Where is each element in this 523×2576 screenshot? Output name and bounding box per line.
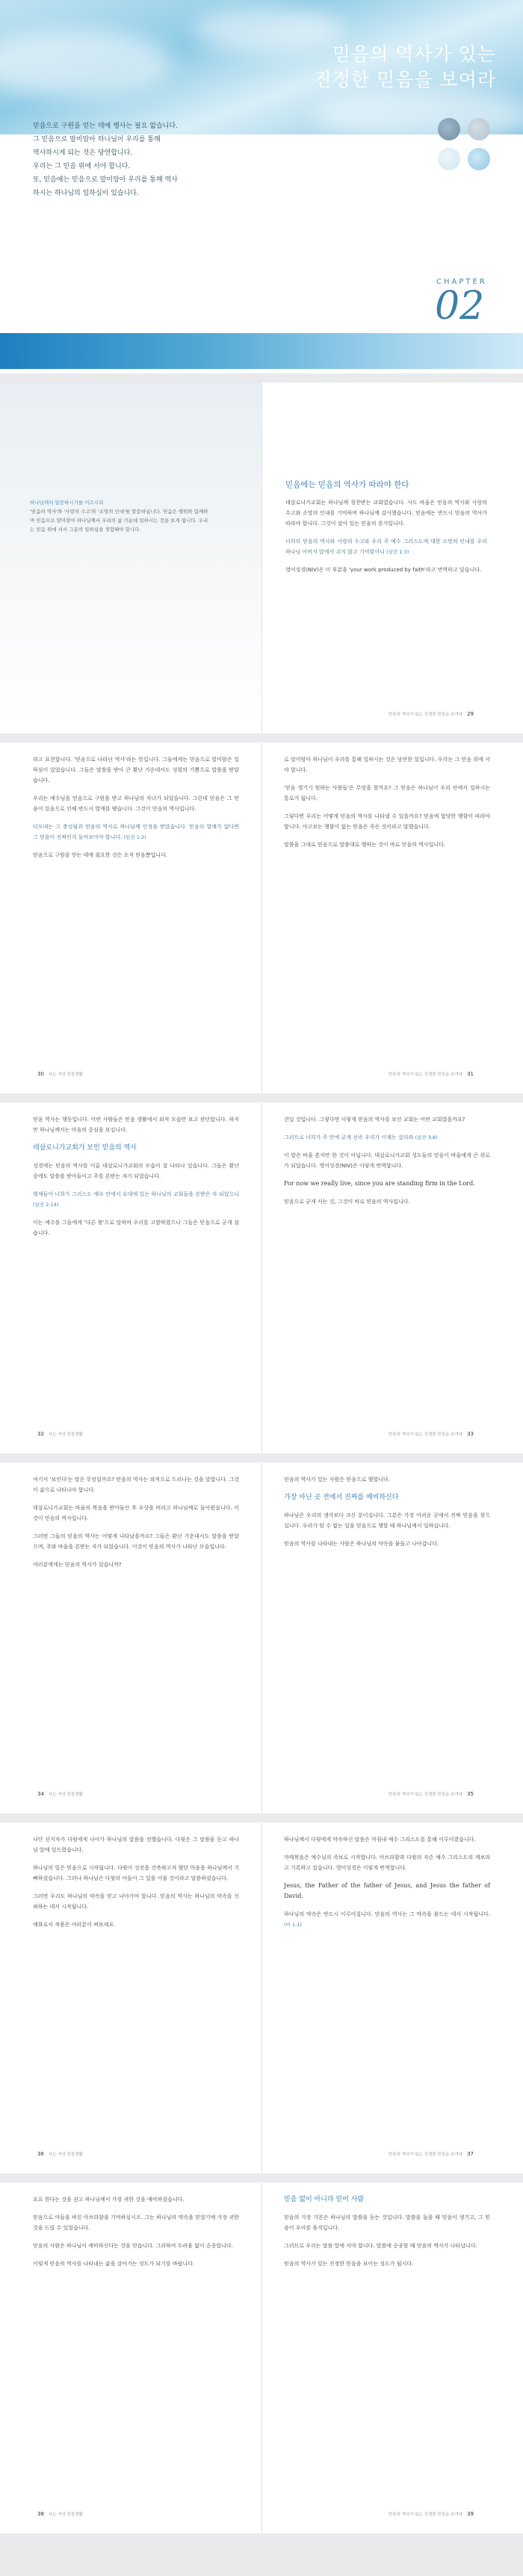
paragraph: 그러면 그들의 믿음의 역사는 어떻게 나타났을까요? 그들은 환난 가운데서도 말씀을 받았으며, 주와 바울을 본받는 자가 되었습니다. 이것이 믿음의 역사가 나타난 모습입니다. [33,1533,239,1550]
spread-pages-32-33 [0,1102,523,1453]
page-number: 30 [37,1071,44,1077]
page-31-body [284,754,490,857]
page-39-body [284,2194,490,2276]
paragraph: 믿음으로 구원을 얻는 데에 필요한 것은 오직 믿음뿐입니다. [33,852,168,858]
paragraph: 그러면 우리도 하나님의 약속을 믿고 나아가야 합니다. 믿음의 역사는 하나님의 약속을 신뢰하는 데서 시작됩니다. [33,1893,239,1910]
opening-quote [30,498,209,534]
paragraph: 데살로니가교회는 하나님께 칭찬받는 교회였습니다. 사도 바울은 믿음의 역사와 사랑의 수고와 소망의 인내를 기억하며 하나님께 감사했습니다. 믿음에는 반드시 믿음의 역사가 따라야 합니다. 그것이 살아 있는 믿음의 증거입니다. [285,500,487,527]
section-heading: 데살로니가교회가 보인 믿음의 역사 [33,1144,137,1152]
page-38-body [33,2194,239,2276]
scripture-quote: 형제들아 너희가 그리스도 예수 안에서 유대에 있는 하나님의 교회들을 본받은 자 되었으니 (살전 2:14) [33,1191,239,1208]
paragraph: 이는 예수를 그들에게 '다른 왕'으로 말하며 우리를 고발하였으나 그들은 믿음으로 굳게 섰습니다. [33,1220,239,1236]
paragraph: 예화로서 적용은 여러분이 써보세요. [33,1922,116,1928]
section-heading: 믿음에는 믿음의 역사가 따라야 한다 [285,480,409,489]
running-title: 사는 자의 믿음생활 [48,1433,83,1437]
running-title: 믿음의 역사가 있는 진정한 믿음을 보여라 [389,2153,463,2157]
paragraph: 여러분에게는 믿음의 역사가 있습니까? [33,1562,122,1568]
page-number: 34 [37,1791,44,1797]
page-number: 38 [37,2511,44,2517]
scripture-citation: (마 1:1) [284,1922,302,1928]
chapter-intro [33,120,217,200]
english-verse: Jesus, the Father of the father of Jesus, and Jesus the father of David. [284,1882,490,1899]
scripture-quote: 그러므로 너희가 주 안에 굳게 선즉 우리가 이제는 살리라 (살전 3:8) [284,1135,438,1140]
paragraph: 믿음의 역사가 있는 진정한 믿음을 보이는 성도가 됩시다. [284,2261,414,2267]
page-33-body [284,1114,490,1214]
paragraph: 믿음으로 아들을 바친 아브라함을 기억하십시오. 그는 하나님의 약속을 믿었기에 가장 귀한 것을 드릴 수 있었습니다. [33,2215,239,2231]
page-footer [33,1791,83,1797]
scripture-quote: 너희의 믿음의 역사와 사랑의 수고와 우리 주 예수 그리스도에 대한 소망의 인내를 우리 하나님 아버지 앞에서 쉬지 않고 기억함이니 (살전 1:3) [285,539,487,555]
quote-text: '믿음의 역사'와 '사랑의 수고'와 '소망의 인내'를 말씀하십니다. 믿음은 행위와 함께하며 믿음으로 말미암아 하나님께서 우리의 삶 가운데 일하시는 것을 보게 됩니다. 우리는 믿음 위에 서서 그분의 일하심을 경험해야 합니다. [30,509,208,533]
spread-pages-34-35 [0,1462,523,1813]
chapter-title-line-1: 믿음의 역사가 있는 [332,43,496,65]
paragraph: 견딜 것입니다. 그렇다면 이렇게 믿음의 역사를 보인 교회는 어떤 교회였을까요? [284,1117,465,1123]
page-footer [33,1071,83,1077]
intro-line: 믿음으로 구원을 얻는 데에 행사는 필요 없습니다. [33,122,178,130]
running-title: 사는 자의 믿음생활 [48,2153,83,2157]
page-29-body [285,479,487,583]
intro-line: 역사하시게 되는 것은 당연합니다. [33,149,133,157]
paragraph: 이 말은 바울 혼자만 한 것이 아닙니다. 데살로니가교회 성도들의 믿음이 바울에게 큰 위로가 되었습니다. 영어성경(NIV)은 이렇게 번역합니다. [284,1152,490,1169]
scripture-citation: (살전 1:3) [386,549,409,555]
page-number: 33 [467,1431,474,1437]
page-footer [389,2151,478,2157]
page-footer [33,2511,83,2517]
page-footer [389,1431,478,1437]
spread-pages-38-39 [0,2182,523,2533]
page-number: 31 [467,1071,474,1077]
paragraph: 하나님은 우리의 생각보다 크신 분이십니다. 그분은 가장 어려운 곳에서 진짜 믿음을 찾으십니다. 우리가 할 수 없는 일을 믿음으로 행할 때 하나님께서 일하십니다. [284,1512,490,1529]
chapter-color-band [0,333,523,369]
chapter-title [294,42,496,93]
intro-line: 또, 믿음에는 믿음으로 말미암아 우리를 통해 역사 [33,176,178,184]
page-number: 29 [467,711,474,717]
scripture-citation: (살전 2:14) [33,1202,59,1208]
paragraph: 그러므로 우리는 말씀 앞에 서야 합니다. 말씀에 순종할 때 믿음의 역사가 나타납니다. [284,2243,477,2249]
running-title: 믿음의 역사가 있는 진정한 믿음을 보여라 [389,713,463,717]
paragraph: 이렇게 믿음의 역사를 나타내는 삶을 살아가는 성도가 되기를 바랍니다. [33,2261,195,2267]
paragraph: 영어성경(NIV)은 이 부분을 'your work produced by faith'라고 번역하고 있습니다. [285,567,482,573]
paragraph: 믿음의 사람은 하나님이 예비하신다는 것을 믿습니다. 그리하여 두려움 없이 순종합니다. [33,2243,233,2249]
page-number: 35 [467,1791,474,1797]
paragraph: 하나님의 약속은 반드시 이루어집니다. 믿음의 역사는 그 약속을 붙드는 데서 시작됩니다. (마 1:1) [284,1911,490,1928]
running-title: 사는 자의 믿음생활 [48,2513,83,2517]
quote-heading: 하나님께서 말씀하시기를 이르시되 [30,500,104,506]
scripture-citation: (살전 3:8) [415,1135,438,1140]
chapter-title-line-2: 진정한 믿음을 보여라 [313,69,496,90]
scripture-quote: 디모데는 그 충성됨과 믿음의 역사로 하나님께 인정을 받았습니다. 믿음의 열매가 없다면 그 믿음이 진짜인지 돌아보아야 합니다. (딤전 1:2) [33,824,239,840]
paragraph: 하나님의 일은 믿음으로 시작됩니다. 다윗이 성전을 건축하고자 했던 마음을 하나님께서 기뻐하셨습니다. 그러나 하나님은 다윗의 아들이 그 일을 이룰 것이라고 말씀하셨습니다. [33,1865,239,1881]
page-number: 36 [37,2151,44,2157]
page-35-body [284,1474,490,1557]
page-footer [389,2511,478,2517]
scripture-citation: (딤전 1:2) [123,834,146,840]
paragraph: 성경에는 믿음의 역사를 이룬 데살로니가교회의 모습이 잘 나타나 있습니다. 그들은 환난 중에도 말씀을 받아들이고 주를 본받는 자가 되었습니다. [33,1163,239,1179]
running-title: 사는 자의 믿음생활 [48,1793,83,1797]
page-footer [389,1071,478,1077]
spread-pages-30-31 [0,742,523,1093]
sky-photo [0,382,262,726]
chapter-number: 02 [435,284,485,329]
chapter-opener [0,0,523,373]
page-number: 37 [467,2151,474,2157]
decor-dot [468,148,490,170]
page-footer [389,1791,478,1797]
paragraph: 라고 표현합니다. '믿음으로 나타난 역사'라는 뜻입니다. 그들에게는 믿음으로 말미암은 일하심이 있었습니다. 그들은 말씀을 받아 큰 환난 가운데서도 성령의 기쁨으로 말씀을 받았습니다. [33,757,239,783]
paragraph: 믿음 역사는 행동입니다. 어떤 사람들은 믿음 생활에서 외적 모습만 보고 판단합니다. 하지만 하나님께서는 마음의 중심을 보십니다. [33,1117,239,1133]
page-36-body [33,1834,239,1937]
english-verse: For now we really live, since you are standing firm in the Lord. [284,1180,475,1187]
paragraph: 그렇다면 우리는 어떻게 믿음의 역사를 나타낼 수 있을까요? 믿음에 합당한 행함이 따라야 합니다. 야고보는 행함이 없는 믿음은 죽은 것이라고 말했습니다. [284,813,490,830]
paragraph: 우리는 예수님을 믿음으로 구원을 받고 하나님의 자녀가 되었습니다. 그런데 믿음은 그 믿음이 있음으로 인해 반드시 열매를 맺습니다. 그것이 믿음의 역사입니다. [33,795,239,812]
paragraph: 마태복음은 예수님의 족보로 시작합니다. 아브라함과 다윗의 자손 예수 그리스도의 계보라고 기록하고 있습니다. 영어성경은 이렇게 번역합니다. [284,1855,490,1871]
section-heading: 가장 아닌 곳 전에서 진짜를 예비하신다 [284,1494,399,1501]
decor-dot [438,148,460,170]
paragraph: 믿음의 가장 기본은 하나님의 말씀을 듣는 것입니다. 말씀을 들을 때 믿음이 생기고, 그 믿음이 우리를 움직입니다. [284,2215,490,2231]
running-title: 믿음의 역사가 있는 진정한 믿음을 보여라 [389,1433,463,1437]
chapter-label: CHAPTER [436,278,487,286]
page-30-body [33,754,239,868]
paragraph: 데살로니가교회는 바울의 복음을 받아들인 후 우상을 버리고 하나님께로 돌아왔습니다. 이것이 믿음의 역사입니다. [33,1505,239,1521]
page-footer [33,2151,83,2157]
section-heading: 믿음 없이 아니라 믿어 사람 [284,2196,365,2203]
intro-line: 그 믿음으로 말미암아 하나님이 우리를 통해 [33,136,161,143]
page-34-body [33,1474,239,1577]
paragraph: 말씀을 그대로 믿음으로 말씀대로 행하는 것이 바로 믿음의 역사입니다. [284,842,446,848]
running-title: 믿음의 역사가 있는 진정한 믿음을 보여라 [389,1073,463,1077]
page-number: 39 [467,2511,474,2517]
paragraph: 하나님께서 다윗에게 약속하신 말씀은 마침내 예수 그리스도를 통해 이루어졌습니다. [284,1837,476,1843]
paragraph: '믿음 생기기 원하는 사람들'은 무엇을 할까요? 그 믿음은 하나님이 우리 안에서 일하시는 통로가 됩니다. [284,785,490,801]
paragraph: 여기서 '보인다'는 말은 무엇일까요? 믿음의 역사는 외적으로 드러나는 것을 말합니다. 그것이 삶으로 나타나야 합니다. [33,1477,239,1493]
running-title: 믿음의 역사가 있는 진정한 믿음을 보여라 [389,1793,463,1797]
paragraph: 믿음의 역사를 나타내는 사람은 하나님의 약속을 붙들고 나아갑니다. [284,1541,439,1547]
paragraph: 믿음으로 굳게 서는 것, 그것이 바로 믿음의 역사입니다. [284,1199,410,1205]
paragraph: 믿음의 역사가 있는 사람은 믿음으로 행합니다. [284,1477,390,1483]
spread-pages-28-29 [0,382,523,733]
page-footer [33,1431,83,1437]
page-32-body [33,1114,239,1246]
page-37-body [284,1834,490,1937]
running-title: 믿음의 역사가 있는 진정한 믿음을 보여라 [389,2513,463,2517]
paragraph: 요요 한다는 것을 권고 하나님께서 가장 귀한 것을 예비하셨습니다. [33,2197,185,2203]
page-number: 32 [37,1431,44,1437]
header-sky-image [0,0,523,134]
paragraph: 로 말미암아 하나님이 우리를 통해 일하시는 것은 당연한 일입니다. 우리는 그 믿음 위에 서야 합니다. [284,757,490,773]
intro-line: 우리는 그 믿음 위에 서야 합니다. [33,163,131,170]
page-footer [389,711,478,717]
decor-dot [468,118,490,140]
intro-line: 하시는 하나님의 일하심이 있습니다. [33,190,139,197]
running-title: 사는 자의 믿음생활 [48,1073,83,1077]
decor-dot [438,118,460,140]
paragraph: 나단 선지자가 다윗에게 나아가 하나님의 말씀을 전했습니다. 다윗은 그 말씀을 듣고 하나님 앞에 엎드렸습니다. [33,1837,239,1853]
spread-pages-36-37 [0,1822,523,2173]
